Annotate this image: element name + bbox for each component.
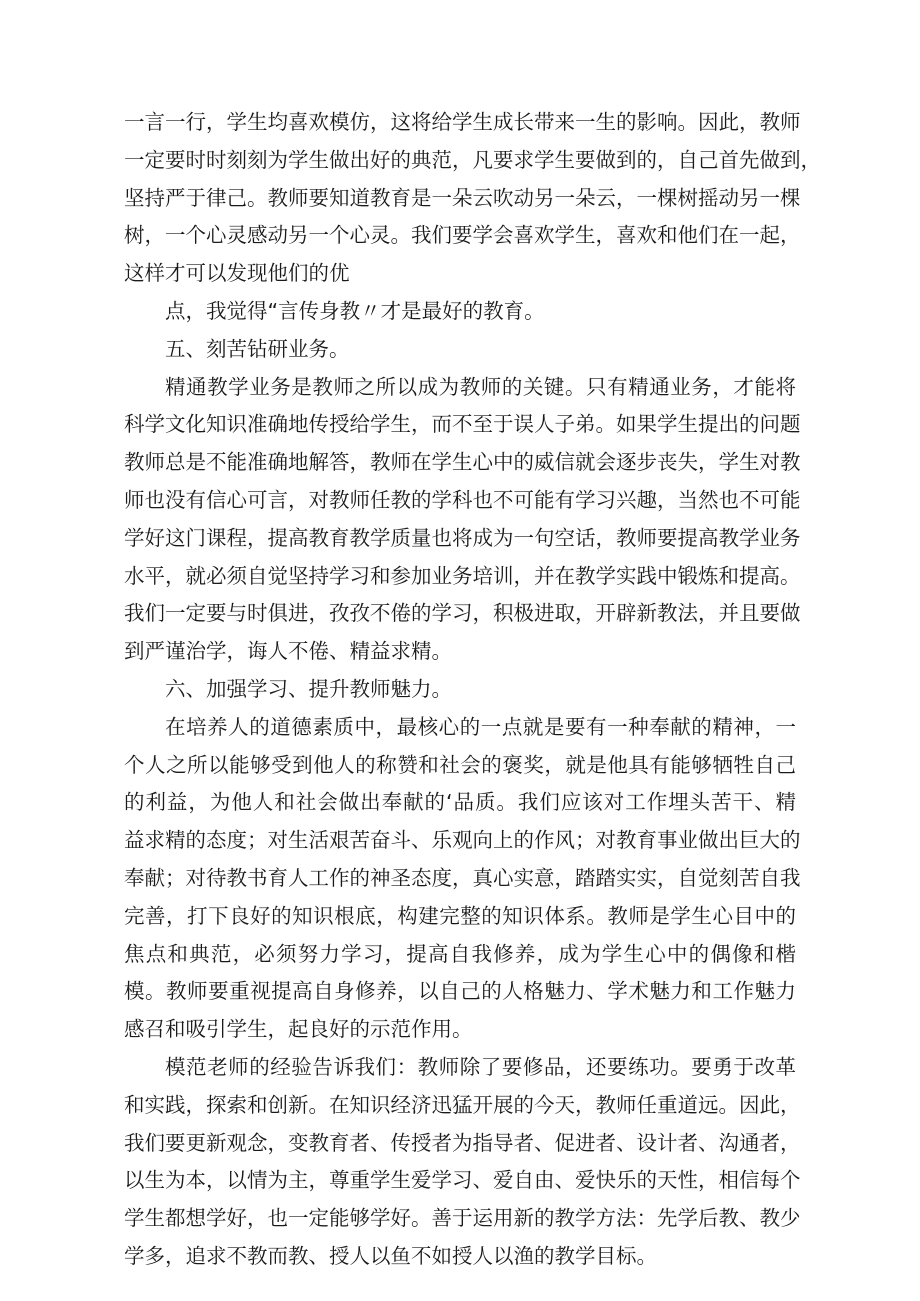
text-line: 我们要更新观念，变教育者、传授者为指导者、促进者、设计者、沟通者， xyxy=(124,1130,801,1155)
paragraph xyxy=(124,293,796,331)
text-line: 教师总是不能准确地解答，教师在学生心中的威信就会逐步丧失，学生对教 xyxy=(124,450,801,475)
text-line: 一言一行，学生均喜欢模仿，这将给学生成长带来一生的影响。因此，教师 xyxy=(124,110,801,134)
text-line: 模。教师要重视提高自身修养，以自己的人格魅力、学术魅力和工作魅力 xyxy=(124,979,796,1004)
text-line: 五、刻苦钻研业务。 xyxy=(165,336,350,361)
text-line: 师也没有信心可言，对教师任教的学科也不可能有学习兴趣，当然也不可能 xyxy=(124,487,801,512)
paragraph xyxy=(124,104,821,293)
text-line: 这样才可以发现他们的优 xyxy=(124,261,350,286)
text-line: 树，一个心灵感动另一个心灵。我们要学会喜欢学生，喜欢和他们在一起， xyxy=(124,223,801,248)
paragraph xyxy=(124,331,796,369)
text-line: 个人之所以能够受到他人的称赞和社会的褒奖，就是他具有能够牺牲自己 xyxy=(124,752,796,777)
text-line: 益求精的态度；对生活艰苦奋斗、乐观向上的作风；对教育事业做出巨大的 xyxy=(124,828,801,853)
text-line: 学多，追求不教而教、授人以鱼不如授人以渔的教学目标。 xyxy=(124,1243,657,1268)
text-line: 在培养人的道德素质中，最核心的一点就是要有一种奉献的精神，一 xyxy=(165,714,796,739)
text-line: 焦点和典范，必须努力学习，提高自我修养，成为学生心中的偶像和楷 xyxy=(124,941,796,966)
paragraph xyxy=(124,369,801,671)
text-line: 我们一定要与时俱进，孜孜不倦的学习，积极进取，开辟新教法，并且要做 xyxy=(124,601,801,626)
text-line: 精通教学业务是教师之所以成为教师的关键。只有精通业务，才能将 xyxy=(165,374,796,399)
paragraph xyxy=(124,1049,801,1276)
text-line: 六、加强学习、提升教师魅力。 xyxy=(165,676,452,701)
text-line: 科学文化知识准确地传授给学生，而不至于误人子弟。如果学生提出的问题 xyxy=(124,412,801,437)
text-line: 的利益，为他人和社会做出奉献的‘品质。我们应该对工作埋头苦干、精 xyxy=(124,790,796,815)
text-line: 感召和吸引学生，起良好的示范作用。 xyxy=(124,1017,473,1042)
text-line: 到严谨治学，诲人不倦、精益求精。 xyxy=(124,639,452,664)
text-line: 水平，就必须自觉坚持学习和参加业务培训，并在教学实践中锻炼和提高。 xyxy=(124,563,801,588)
text-line: 点，我觉得“言传身教〃才是最好的教育。 xyxy=(165,298,545,323)
text-line: 奉献；对待教书育人工作的神圣态度，真心实意，踏踏实实，自觉刻苦自我 xyxy=(124,865,801,890)
text-line: 模范老师的经验告诉我们：教师除了要修品，还要练功。要勇于改革 xyxy=(165,1054,796,1079)
text-line: 完善，打下良好的知识根底，构建完整的知识体系。教师是学生心目中的 xyxy=(124,903,796,928)
text-line: 和实践，探索和创新。在知识经济迅猛开展的今天，教师任重道远。因此， xyxy=(124,1092,801,1117)
text-line: 以生为本，以情为主，尊重学生爱学习、爱自由、爱快乐的天性，相信每个 xyxy=(124,1168,801,1193)
paragraph xyxy=(124,709,801,1049)
paragraph xyxy=(124,671,796,709)
document-body xyxy=(124,104,821,1276)
text-line: 学生都想学好，也一定能够学好。善于运用新的教学方法：先学后教、教少 xyxy=(124,1206,801,1231)
text-line: 坚持严于律己。教师要知道教育是一朵云吹动另一朵云，一棵树摇动另一棵 xyxy=(124,185,801,210)
text-line: 学好这门课程，提高教育教学质量也将成为一句空话，教师要提高教学业务 xyxy=(124,525,801,550)
text-line: 一定要时时刻刻为学生做出好的典范，凡要求学生要做到的，自己首先做到， xyxy=(124,147,821,172)
